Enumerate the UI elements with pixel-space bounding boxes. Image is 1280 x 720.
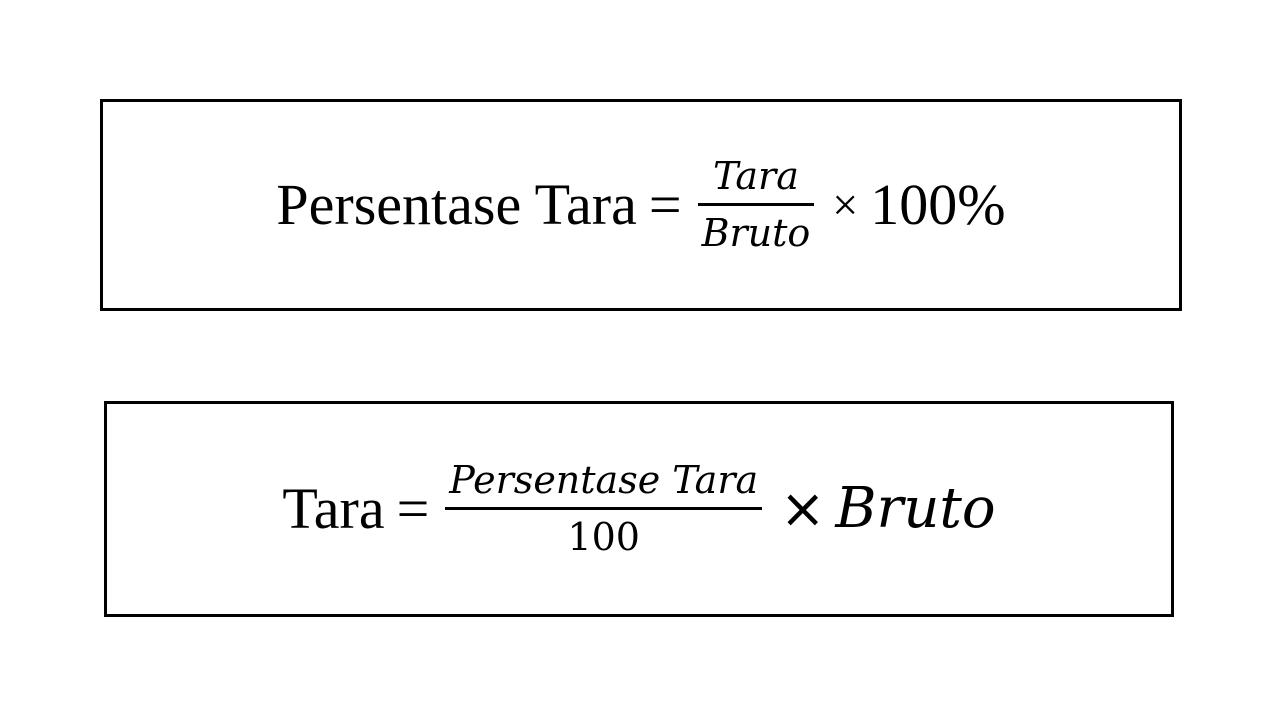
formula-box-percentage — [100, 99, 1182, 311]
formula2-fraction-bar — [445, 507, 762, 510]
formula1-factor: 100% — [870, 172, 1006, 237]
formula2-factor: Bruto — [835, 476, 996, 541]
formula2-lhs: Tara — [282, 476, 385, 541]
formula2-fraction — [445, 459, 762, 559]
formula-percentage-tara — [276, 155, 1005, 255]
formula1-times: × — [832, 179, 859, 230]
formula2-equals: = — [396, 476, 430, 541]
formula2-numerator: Persentase Tara — [449, 457, 759, 502]
formula1-fraction — [698, 155, 815, 255]
formula2-times: × — [780, 477, 826, 540]
formula2-denominator: 100 — [567, 514, 640, 559]
formula1-numerator: Tara — [713, 153, 799, 198]
formula1-fraction-bar — [698, 203, 815, 206]
formula-tara — [282, 459, 995, 559]
formula1-lhs: Persentase Tara — [276, 172, 637, 237]
formula1-equals: = — [648, 172, 682, 237]
formula-box-tara — [104, 401, 1174, 617]
formula1-denominator: Bruto — [701, 210, 811, 255]
